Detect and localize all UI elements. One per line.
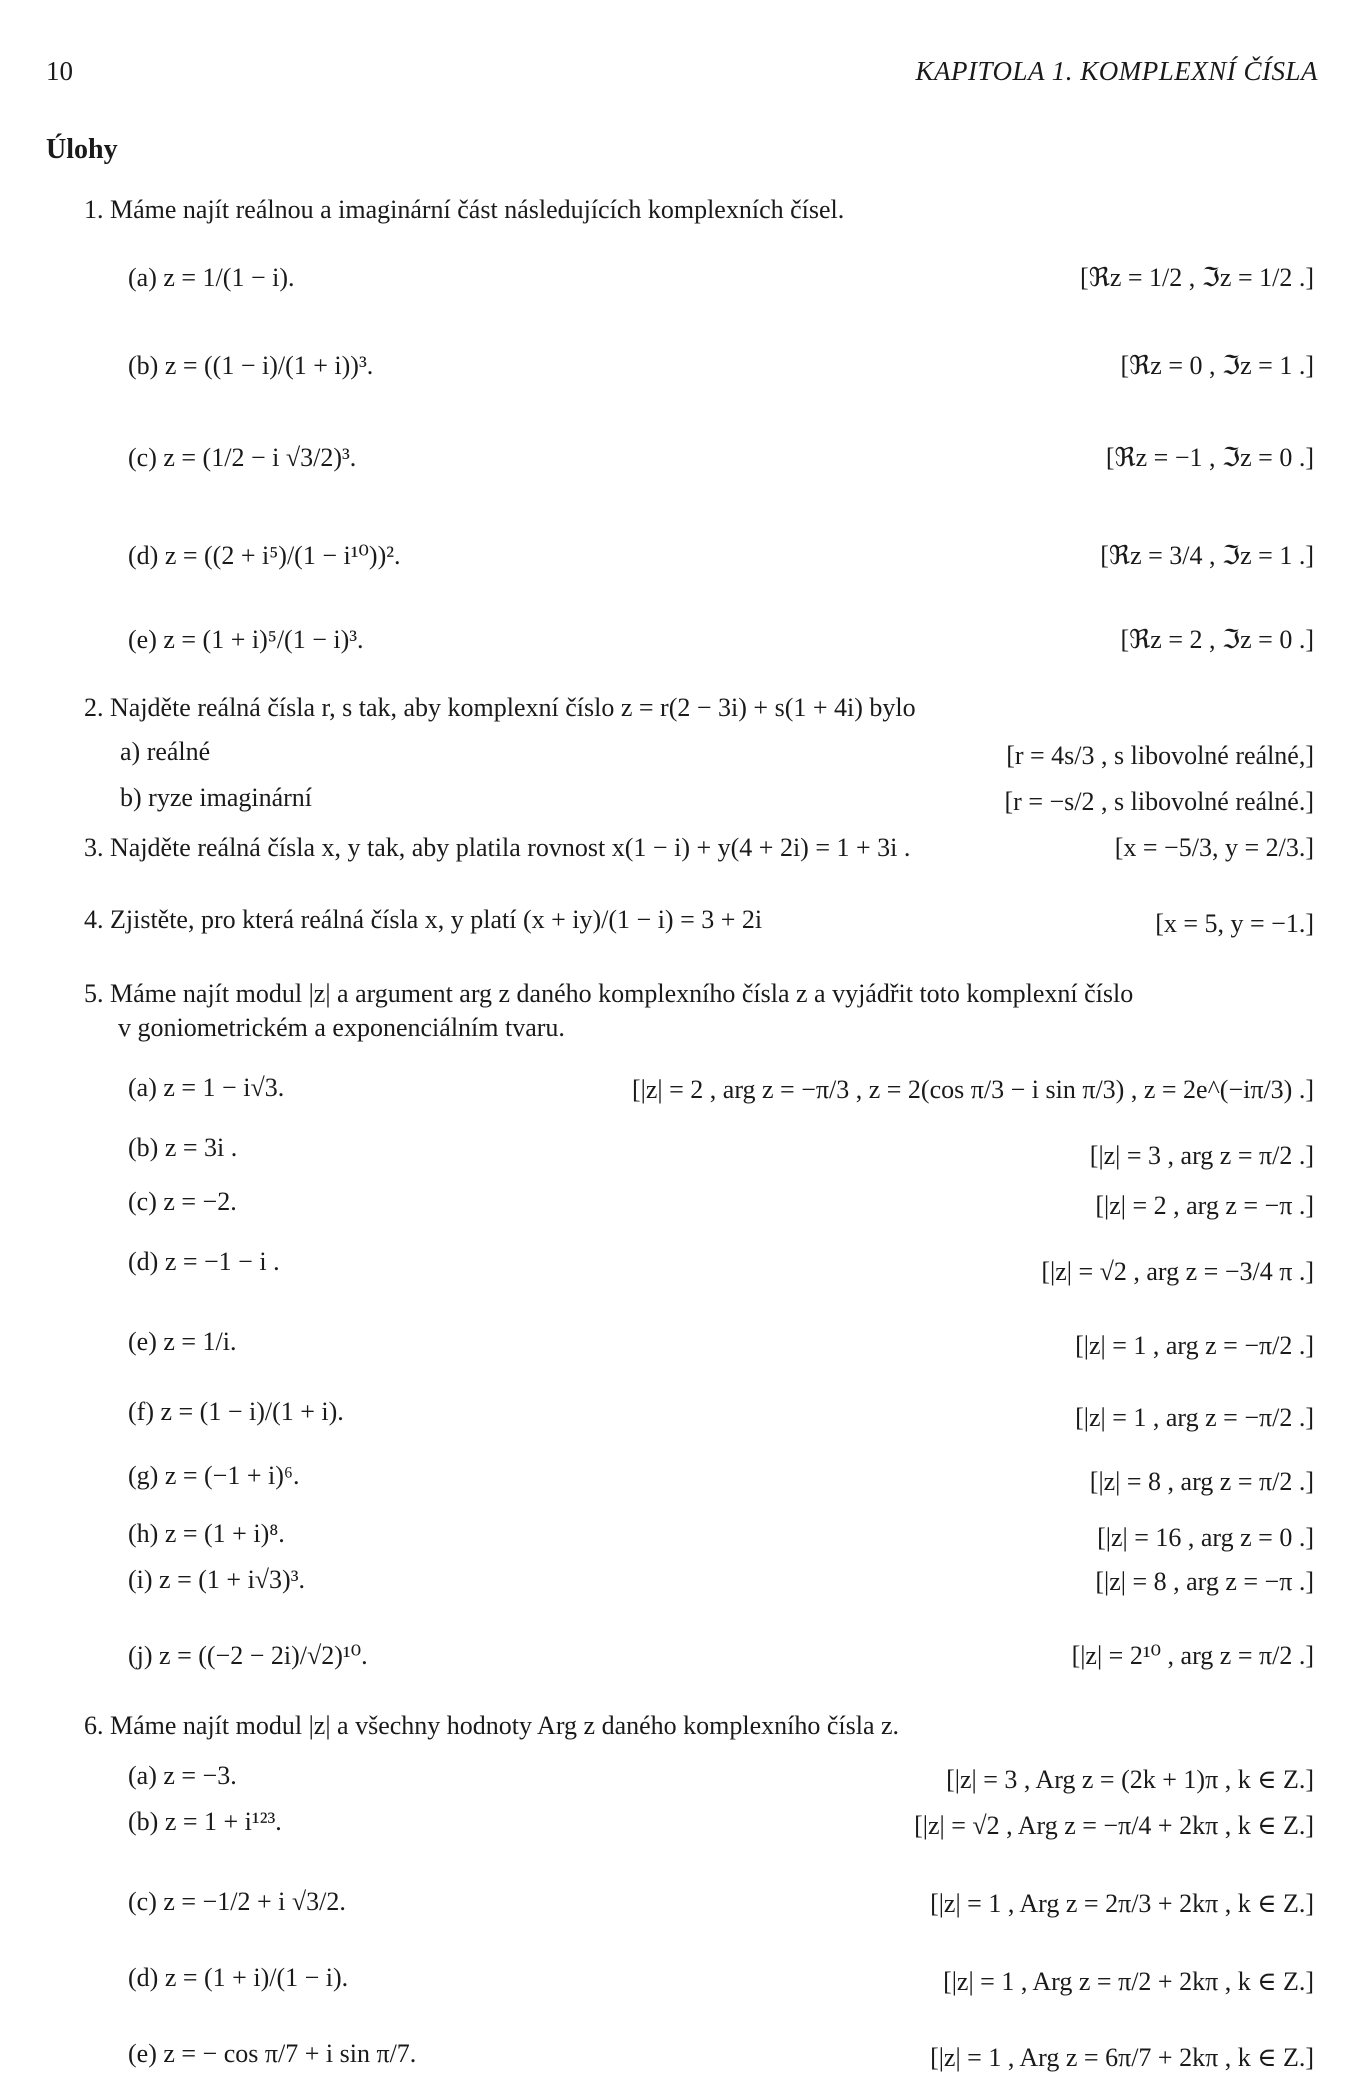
- task-5c-expression: (c) z = −2.: [128, 1187, 237, 1216]
- task-5e-answer: [|z| = 1 , arg z = −π/2 .]: [1075, 1331, 1314, 1360]
- task-5h-answer: [|z| = 16 , arg z = 0 .]: [1097, 1523, 1314, 1552]
- task-1e-answer: [ℜz = 2 , ℑz = 0 .]: [1120, 625, 1314, 654]
- page-number: 10: [46, 56, 73, 86]
- task-6b-expression: (b) z = 1 + i¹²³.: [128, 1807, 282, 1836]
- task-6e-expression: (e) z = − cos π/7 + i sin π/7.: [128, 2039, 417, 2068]
- task-5i-answer: [|z| = 8 , arg z = −π .]: [1095, 1567, 1314, 1596]
- task-1b-expression: (b) z = ((1 − i)/(1 + i))³.: [128, 351, 374, 380]
- task-5f-expression: (f) z = (1 − i)/(1 + i).: [128, 1397, 344, 1426]
- task-6a-answer: [|z| = 3 , Arg z = (2k + 1)π , k ∈ Z.]: [946, 1765, 1314, 1794]
- task-2-prompt: 2. Najděte reálná čísla r, s tak, aby komplexní číslo z = r(2 − 3i) + s(1 + 4i) bylo: [84, 693, 916, 722]
- task-1a-expression: (a) z = 1/(1 − i).: [128, 263, 295, 292]
- task-5j-answer: [|z| = 2¹⁰ , arg z = π/2 .]: [1071, 1641, 1314, 1670]
- task-2a-answer: [r = 4s/3 , s libovolné reálné,]: [1006, 741, 1314, 770]
- task-6d-answer: [|z| = 1 , Arg z = π/2 + 2kπ , k ∈ Z.]: [943, 1967, 1314, 1996]
- task-2b-answer: [r = −s/2 , s libovolné reálné.]: [1004, 787, 1314, 816]
- task-6-prompt: 6. Máme najít modul |z| a všechny hodnoty Arg z daného komplexního čísla z.: [84, 1711, 900, 1740]
- task-3-prompt: 3. Najděte reálná čísla x, y tak, aby platila rovnost x(1 − i) + y(4 + 2i) = 1 + 3i .: [84, 833, 911, 862]
- task-6d-expression: (d) z = (1 + i)/(1 − i).: [128, 1963, 349, 1992]
- task-5e-expression: (e) z = 1/i.: [128, 1327, 237, 1356]
- task-1a-answer: [ℜz = 1/2 , ℑz = 1/2 .]: [1080, 263, 1314, 292]
- task-6e-answer: [|z| = 1 , Arg z = 6π/7 + 2kπ , k ∈ Z.]: [930, 2043, 1314, 2072]
- task-5-prompt-line-1: 5. Máme najít modul |z| a argument arg z daného komplexního čísla z a vyjádřit toto komplexní číslo: [84, 979, 1134, 1008]
- task-5b-answer: [|z| = 3 , arg z = π/2 .]: [1089, 1141, 1314, 1170]
- task-4-prompt: 4. Zjistěte, pro která reálná čísla x, y platí (x + iy)/(1 − i) = 3 + 2i: [84, 905, 763, 934]
- chapter-title: KAPITOLA 1. KOMPLEXNÍ ČÍSLA: [915, 56, 1318, 86]
- task-1-prompt: 1. Máme najít reálnou a imaginární část následujících komplexních čísel.: [84, 195, 845, 224]
- task-2b-expression: b) ryze imaginární: [120, 783, 313, 812]
- task-1d-expression: (d) z = ((2 + i⁵)/(1 − i¹⁰))².: [128, 541, 401, 570]
- task-1e-expression: (e) z = (1 + i)⁵/(1 − i)³.: [128, 625, 364, 654]
- task-4-answer: [x = 5, y = −1.]: [1155, 909, 1314, 938]
- task-5h-expression: (h) z = (1 + i)⁸.: [128, 1519, 285, 1548]
- task-5b-expression: (b) z = 3i .: [128, 1133, 238, 1162]
- task-5c-answer: [|z| = 2 , arg z = −π .]: [1095, 1191, 1314, 1220]
- task-1c-expression: (c) z = (1/2 − i √3/2)³.: [128, 443, 357, 472]
- task-6a-expression: (a) z = −3.: [128, 1761, 237, 1790]
- task-5g-answer: [|z| = 8 , arg z = π/2 .]: [1089, 1467, 1314, 1496]
- task-5a-expression: (a) z = 1 − i√3.: [128, 1073, 285, 1102]
- task-5f-answer: [|z| = 1 , arg z = −π/2 .]: [1075, 1403, 1314, 1432]
- task-5a-answer: [|z| = 2 , arg z = −π/3 , z = 2(cos π/3 − i sin π/3) , z = 2e^(−iπ/3) .]: [632, 1075, 1314, 1104]
- task-3-answer: [x = −5/3, y = 2/3.]: [1114, 833, 1314, 862]
- task-5i-expression: (i) z = (1 + i√3)³.: [128, 1565, 306, 1594]
- section-title: Úlohy: [46, 134, 118, 165]
- task-6c-answer: [|z| = 1 , Arg z = 2π/3 + 2kπ , k ∈ Z.]: [930, 1889, 1314, 1918]
- task-2a-expression: a) reálné: [120, 737, 211, 766]
- task-5j-expression: (j) z = ((−2 − 2i)/√2)¹⁰.: [128, 1641, 368, 1670]
- task-6c-expression: (c) z = −1/2 + i √3/2.: [128, 1887, 346, 1916]
- task-5d-expression: (d) z = −1 − i .: [128, 1247, 280, 1276]
- task-5-prompt-line-2: v goniometrickém a exponenciálním tvaru.: [118, 1013, 565, 1042]
- task-5g-expression: (g) z = (−1 + i)⁶.: [128, 1461, 300, 1490]
- task-1b-answer: [ℜz = 0 , ℑz = 1 .]: [1120, 351, 1314, 380]
- task-6b-answer: [|z| = √2 , Arg z = −π/4 + 2kπ , k ∈ Z.]: [914, 1811, 1314, 1840]
- task-5d-answer: [|z| = √2 , arg z = −3/4 π .]: [1041, 1257, 1314, 1286]
- task-1c-answer: [ℜz = −1 , ℑz = 0 .]: [1105, 443, 1314, 472]
- task-1d-answer: [ℜz = 3/4 , ℑz = 1 .]: [1100, 541, 1314, 570]
